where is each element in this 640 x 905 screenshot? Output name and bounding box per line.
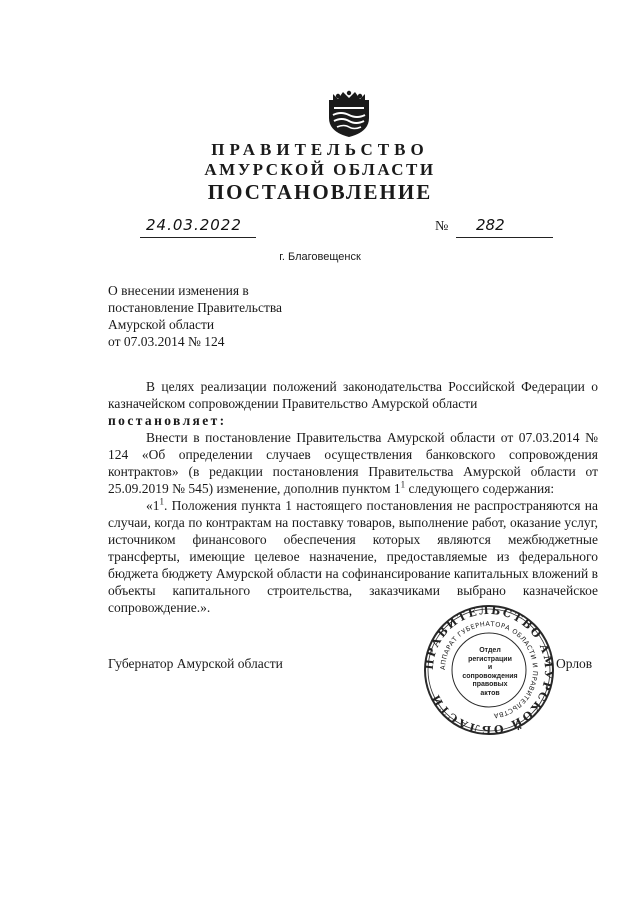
number-sign: №: [435, 219, 449, 234]
amendment-text-end: следующего содержания:: [405, 481, 555, 496]
subject-line: Амурской области: [108, 317, 215, 332]
subject-line: от 07.03.2014 № 124: [108, 334, 225, 349]
subject-line: постановление Правительства: [108, 300, 283, 315]
resolution-body: [108, 378, 598, 616]
coat-of-arms-icon: [326, 88, 372, 138]
city-line: г. Благовещенск: [279, 251, 361, 263]
clause-text: . Положения пункта 1 настоящего постановления не распространяются на случаи, когда по контрактам на поставку товаров, выполнение работ, оказание услуг, источником финансового обеспечения которых являются межбюджетные трансферты, имеющие целевое назначение, предоставляемые из федерального бюджета бюджету Амурской области на софинансирование капитальных вложений в объекты капитального строительства, заказчиками выбрано казначейское сопровождение.».: [108, 498, 598, 615]
stamp-line: правовых актов: [472, 681, 508, 697]
stamp-center-text: [462, 647, 518, 698]
stamp-line: регистрации: [468, 655, 512, 663]
signatory-position: Губернатор Амурской области: [108, 656, 283, 671]
superscript: 1: [159, 496, 164, 507]
subject-line: О внесении изменения в: [108, 283, 249, 298]
preamble-paragraph: В целях реализации положений законодательства Российской Федерации о казначейском сопровождении Правительство Амурской области: [108, 379, 598, 411]
amendment-text: Внести в постановление Правительства Амурской области от 07.03.2014 № 124 «Об определении случаев осуществления банковского сопровождения контрактов» (в редакции постановления Правительства Амурской области от 25.09.2019 № 545) изменение, дополнив пунктом 1: [108, 430, 598, 496]
stamp-line: Отдел: [479, 647, 501, 654]
stamp-ring-text: ПРАВИТЕЛЬСТВО АМУРСКОЙ ОБЛАСТИ: [422, 603, 556, 737]
handwritten-date: 24.03.2022: [146, 216, 242, 234]
handwritten-number: 282: [476, 216, 505, 234]
stamp-inner-ring-text: АППАРАТ ГУБЕРНАТОРА ОБЛАСТИ И ПРАВИТЕЛЬСТВА: [438, 619, 540, 720]
superscript: 1: [400, 479, 406, 490]
amendment-paragraph: [108, 429, 598, 497]
resolution-subject: [108, 282, 282, 350]
government-name-line1: ПРАВИТЕЛЬСТВО: [211, 140, 429, 159]
signatory-surname: Орлов: [556, 656, 593, 671]
government-name-line2: АМУРСКОЙ ОБЛАСТИ: [204, 160, 436, 179]
decree-word: постановляет:: [108, 413, 227, 428]
new-clause-paragraph: [108, 497, 598, 616]
clause-open: «1: [146, 498, 160, 513]
document-type-title: ПОСТАНОВЛЕНИЕ: [207, 180, 433, 204]
stamp-line: и сопровождения: [462, 664, 518, 680]
